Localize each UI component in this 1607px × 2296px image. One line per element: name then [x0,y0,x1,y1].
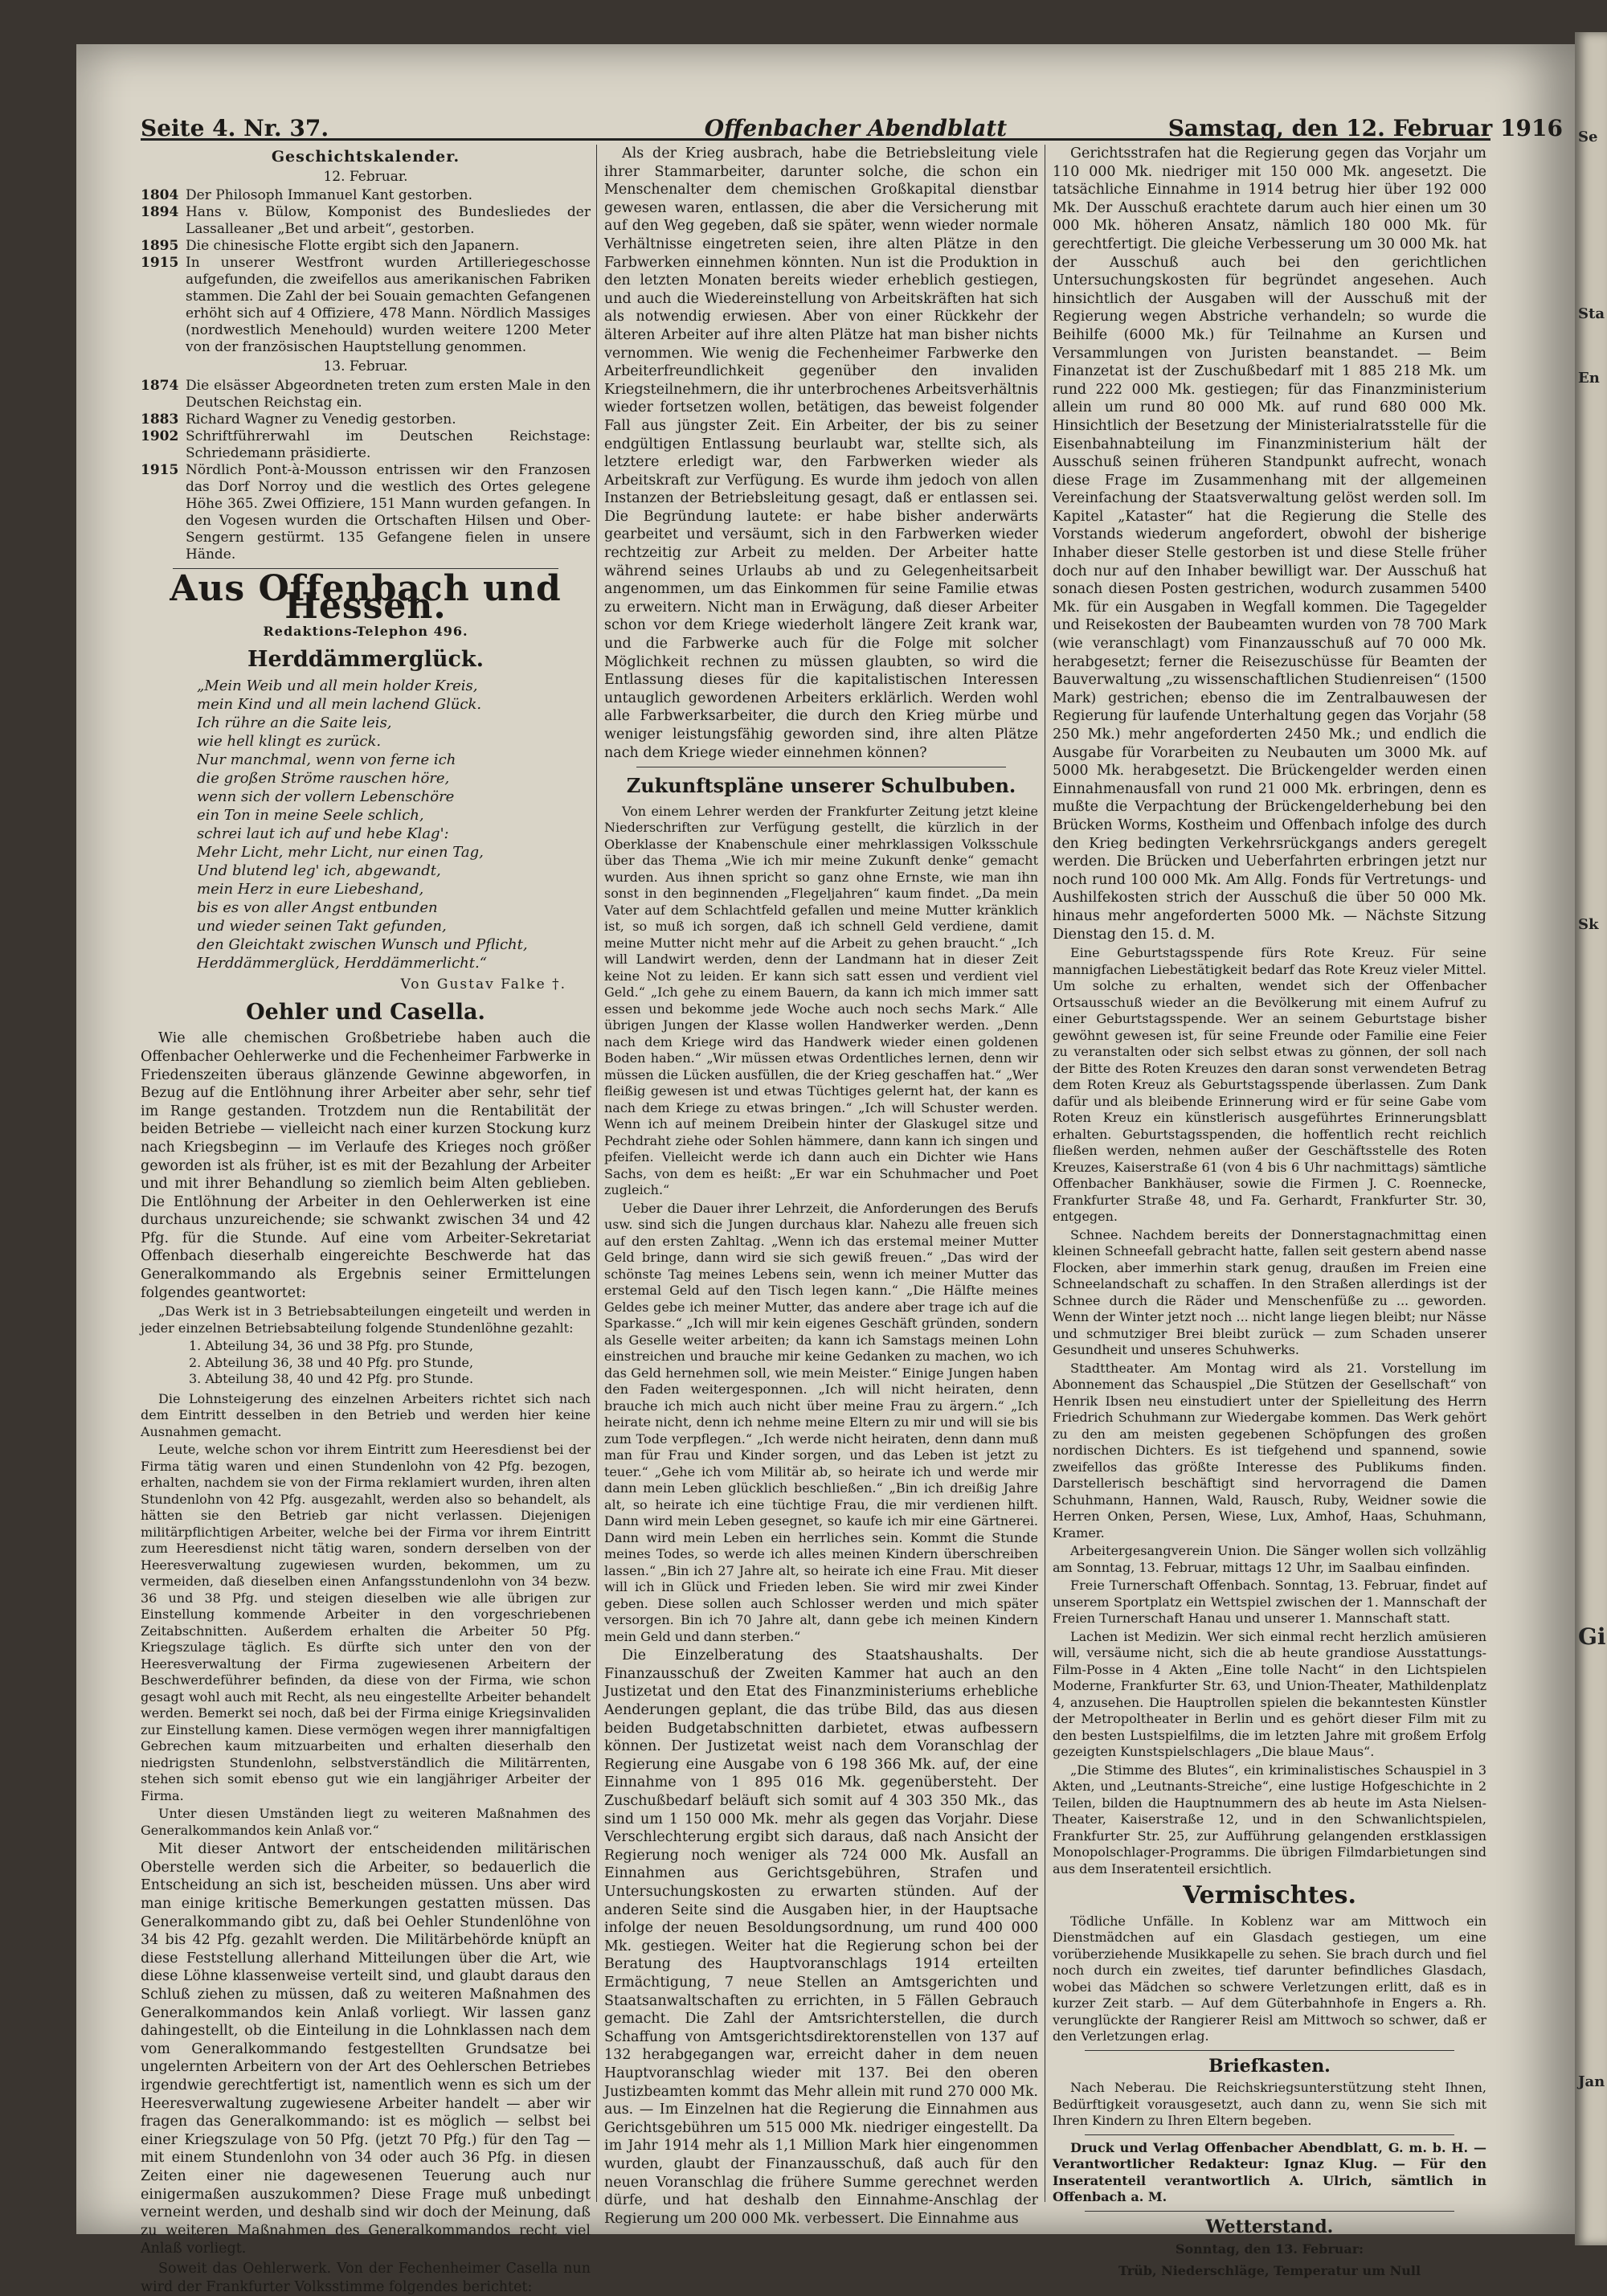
article-paragraph: Ueber die Dauer ihrer Lehrzeit, die Anforderungen des Berufs usw. sind sich die Jungen durchaus klar. Nahezu alle freuen sich auf den ersten Zahltag. „Wenn ich das erstemal meiner Mutter Geld bringe, dann wird sie sich gewiß freuen.“ „Das wird der schönste Tag meines Lebens sein, wenn ich meiner Mutter das erstemal Geld auf den Tisch legen kann.“ „Die Hälfte meines Geldes gebe ich meiner Mutter, das andere aber trage ich auf die Sparkasse.“ „Ich will mir kein eigenes Geschäft gründen, sondern als Geselle weiter arbeiten; da kann ich Samstags meinen Lohn einstreichen und brauche mir keine Gedanken zu machen, wo ich das Geld hernehmen soll, wie mein Meister.“ Einige Jungen haben den Faden weitergesponnen. „Ich will nicht heiraten, denn brauche ich mich auch nicht über meine Frau zu ärgern.“ „Ich heirate nicht, denn ich nehme meine Eltern zu mir und will sie bis zum Tode verpflegen.“ „Ich werde nicht heiraten, denn dann muß man für Frau und Kinder sorgen, und das Leben ist jetzt zu teuer.“ „Gehe ich vom Militär ab, so heirate ich und werde mir dann mein Leben glücklich beschließen.“ „Bin ich dreißig Jahre alt, so heirate ich eine tüchtige Frau, die mir verdienen hilft. Dann wird mein Leben gesegnet, so kaufe ich mir eine Gärtnerei. Dann wird mein Leben ein herrliches sein. Kommt die Stunde meines Todes, so werde ich alles meinen Kindern überschreiben lassen.“ „Bin ich 27 Jahre alt, so heirate ich eine Frau. Mit dieser will ich in Glück und Frieden leben. Sie wird mir zwei Kinder geben. Diese sollen auch Schlosser werden und mich später versorgen. Bin ich 70 Jahre alt, dann gebe ich meinen Kindern mein Geld und dann sterben.“ [604,1200,1038,1644]
newspaper-name: Offenbacher Abendblatt [704,115,1008,141]
poem-line: wenn sich der vollern Lebenschöre [197,788,455,806]
article-paragraph: Von einem Lehrer werden der Frankfurter Zeitung jetzt kleine Niederschriften zur Verfügung gestellt, die kürzlich in der Oberklasse der Knabenschule einer mehrklassigen Volksschule über das Thema „Wie ich mir meine Zukunft denke“ gemacht wurden. Aus ihnen spricht so ganz ohne Ernste, wie man ihn sonst in den beginnenden „Flegeljahren“ kaum findet. „Da mein Vater auf dem Schlachtfeld gefallen und meine Mutter kränklich ist, so muß ich sorgen, daß ich schnell Geld verdiene, damit meine Mutter nicht mehr auf die Arbeit zu gehen braucht.“ „Ich will Landwirt werden, denn der Landmann hat in dieser Zeit keine Not zu leiden. Er kann sich satt essen und verdient viel Geld.“ „Ich gehe zu einem Bauern, da kann ich mich immer satt essen und bekomme jede Woche auch noch sechs Mark.“ Alle übrigen Jungen der Klasse wollen Handwerker werden. „Denn nach dem Kriege wird das Handwerk wieder einen goldenen Boden haben.“ „Wir müssen etwas Ordentliches lernen, denn wir müssen die Lücken ausfüllen, die der Krieg geschaffen hat.“ „Wer fleißig gewesen ist und etwas Tüchtiges gelernt hat, der kann es nach dem Kriege zu etwas bringen.“ „Ich will Schuster werden. Wenn ich auf meinem Dreibein hinter der Glaskugel sitze und Pechdraht ziehe oder Sohlen hämmere, dann kann ich singen und pfeifen. Vielleicht werde ich dann auch ein Dichter wie Hans Sachs, von dem es heißt: „Er war ein Schuhmacher und Poet zugleich.“ [604,803,1038,1198]
edge-text: Sk [1578,916,1599,933]
section-title-vermischtes: Vermischtes. [1183,1881,1356,1910]
article-paragraph: Die Lohnsteigerung des einzelnen Arbeiters richtet sich nach dem Eintritt desselben in den Betrieb und werden hier keine Ausnahmen gemacht. [141,1390,591,1439]
kalender-entry: 1804 Der Philosoph Immanuel Kant gestorben. [141,187,472,204]
poem-line: die großen Ströme rauschen höre, [197,770,450,788]
column-3 [1053,145,1486,2278]
poem-line: Und blutend leg' ich, abgewandt, [197,862,441,880]
kalender-entry: 1874 Die elsässer Abgeordneten treten zum ersten Male in den Deutschen Reichstag ein. [141,377,591,411]
article-paragraph: Gerichtsstrafen hat die Regierung gegen das Vorjahr um 110 000 Mk. niedriger mit 150 000 Mk. angesetzt. Die tatsächliche Einnahme in 1914 betrug hier über 192 000 Mk. Der Ausschuß erachtete darum auch hier einen um 30 000 Mk. höheren Ansatz, nämlich 180 000 Mk. für gerechtfertigt. Die gleiche Verbesserung um 30 000 Mk. hat der Ausschuß auch bei den gerichtlichen Untersuchungskosten für begründet angesehen. Auch hinsichtlich der Ausgaben will der Ausschuß mit der Regierung wegen Abstriche verhandeln; so wurde die Beihilfe (6000 Mk.) für Teilnahme an Kursen und Versammlungen von Juristen beanstandet. — Beim Finanzetat ist der Zuschußbedarf mit 1 885 218 Mk. um rund 222 000 Mk. gestiegen; für das Finanzministerium allein um rund 80 000 Mk. auf rund 680 000 Mk. Hinsichtlich der Besetzung der Ministerialratsstelle für die Eisenbahnabteilung im Finanzministerium hält der Ausschuß seinen früheren Standpunkt aufrecht, wonach diese Frage im Zusammenhang mit der allgemeinen Vereinfachung der Staatsverwaltung gelöst werden soll. Im Kapitel „Kataster“ hat die Regierung die Stelle des Vorstands wiederum angefordert, obwohl der bisherige Inhaber dieser Stelle gestorben ist und diese Stelle früher doch nur auf den Inhaber bewilligt war. Der Ausschuß hat sonach diesen Posten gestrichen, wodurch zusammen 5400 Mk. für ein Ausgaben in Wegfall kommen. Die Tagegelder und Reisekosten der Baubeamten wurden von 78 700 Mark (wie veranschlagt) vom Finanzausschuß auf 70 000 Mk. herabgesetzt; ferner die Reisezuschüsse für Beamten der Bauverwaltung „zu wissenschaftlichen Studienreisen“ (1500 Mark) gestrichen; ebenso die im Zentralbauwesen der Regierung für laufende Unterhaltung gegen das Vorjahr (58 250 Mk.) mehr angeforderten 2450 Mk.; und endlich die Ausgabe für Vorarbeiten zu Neubauten um 3000 Mk. auf 5000 Mk. herabgesetzt. Die Brückengelder werden einen Einnahmenausfall von rund 21 000 Mk. erbringen, denn es mußte die Verpachtung der Brückengelderhebung bei den Brücken Worms, Kostheim und Offenbach infolge des durch den Krieg bedingten Verkehrsrückgangs anders geregelt werden. Die Brücken und Ueberfahrten erbringen jetzt nur noch rund 100 000 Mk. Am Allg. Fonds für Vertretungs- und Aushilfekosten strich der Ausschuß die über 50 000 Mk. hinaus mehr angeforderten 5000 Mk. — Nächste Sitzung Dienstag den 15. d. M. [1053,145,1486,943]
wage-list [141,1338,591,1388]
poem-line: schrei laut ich auf und hebe Klag': [197,825,449,843]
page-number: Seite 4. Nr. 37. [141,115,329,141]
divider [1085,2211,1454,2212]
poem [141,677,591,972]
header-rule [141,138,1490,141]
list-item: 2. Abteilung 36, 38 und 40 Pfg. pro Stunde, [189,1354,474,1370]
poem-line: mein Kind und all mein lachend Glück. [197,696,482,714]
article-paragraph: Tödliche Unfälle. In Koblenz war am Mittwoch ein Dienstmädchen auf ein Glasdach gestiegen, um eine vorüberziehende Musikkapelle zu sehen. Sie brach durch und fiel noch durch ein zweites, tief darunter befindliches Glasdach, wobei das Mädchen so schwere Verletzungen erlitt, daß es in kurzer Zeit starb. — Auf dem Güterbahnhofe in Engers a. Rh. verunglückte der Rangierer Reisl am Mittwoch so schwer, daß er den Verletzungen erlag. [1053,1913,1486,2044]
wetter-date: Sonntag, den 13. Februar: [1175,2241,1364,2257]
divider [1085,2050,1454,2051]
section-title: Aus Offenbach und Hessen. [170,567,562,628]
poem-line: mein Herz in eure Liebeshand, [197,881,424,898]
list-item: 3. Abteilung 38, 40 und 42 Pfg. pro Stunde. [189,1371,474,1387]
article-paragraph: Eine Geburtstagsspende fürs Rote Kreuz. Für seine mannigfachen Liebestätigkeit bedarf das Rote Kreuz vieler Mittel. Um solche zu erhalten, wendet sich der Offenbacher Ortsausschuß wieder an die Bevölkerung mit einem Aufruf zu einer Geburtstagsspende. Wer an seinem Geburtstage bisher gewöhnt gewesen ist, für seine Freunde oder Familie eine Feier zu veranstalten oder sich selbst etwas zu gönnen, der soll nach der Bitte des Roten Kreuzes den daran sonst verwendeten Betrag dem Roten Kreuz als Geburtstagsspende überlassen. Zum Dank dafür und als bleibende Erinnerung wird er für seine Gabe vom Roten Kreuz ein künstlerisch ausgeführtes Erinnerungsblatt erhalten. Geburtstagsspenden, die hoffentlich recht reichlich fließen werden, nehmen außer der Geschäftsstelle des Roten Kreuzes, Kaiserstraße 61 (von 4 bis 6 Uhr nachmittags) sämtliche Offenbacher Bankhäuser, sowie die Firmen J. C. Roennecke, Frankfurter Straße 48, und Fa. Gerhardt, Frankfurter Str. 30, entgegen. [1053,945,1486,1225]
poem-line: Ich rühre an die Saite leis, [197,714,392,732]
article-paragraph: Schnee. Nachdem bereits der Donnerstagnachmittag einen kleinen Schneefall gebracht hatte, fallen seit gestern abend nasse Flocken, aber immerhin stark genug, draußen im Freien eine Schneelandschaft zu schaffen. In den Straßen allerdings ist der Schnee durch die Räder und Menschenfüße zu ... geworden. Wenn der Winter jetzt noch ... nicht lange liegen bleibt; nur Nässe und schmutziger Brei bleibt zurück — zum Schaden unserer Gesundheit und unseres Schuhwerks. [1053,1226,1486,1358]
article-paragraph: Wie alle chemischen Großbetriebe haben auch die Offenbacher Oehlerwerke und die Fechenheimer Farbwerke in Friedenszeiten überaus glänzende Gewinne abgeworfen, in Bezug auf die Entlöhnung ihrer Arbeiter aber sehr, sehr tief im Range gestanden. Trotzdem nun die Rentabilität der beiden Betriebe — vielleicht nach einer kurzen Stockung kurz nach Kriegsbeginn — im Verlaufe des Krieges noch größer geworden ist als früher, ist es mit der Bezahlung der Arbeiter und mit ihrer Behandlung so ziemlich beim Alten geblieben. Die Entlöhnung der Arbeiter in den Oehlerwerken ist eine durchaus unzureichende; sie schwankt zwischen 34 und 42 Pfg. für die Stunde. Auf eine vom Arbeiter-Sekretariat Offenbach dieserhalb eingereichte Beschwerde hat das Generalkommando als Ergebnis seiner Ermittelungen folgendes geantwortet: [141,1030,591,1301]
divider [1085,2134,1454,2135]
kalender-entries-1 [141,187,591,356]
section-title-wetter: Wetterstand. [1205,2216,1334,2237]
kalender-entry: 1894 Hans v. Bülow, Komponist des Bundesliedes der Lassalleaner „Bet und arbeit“, gestorben. [141,204,591,238]
edge-text: En [1578,370,1600,387]
article-paragraph: Unter diesen Umständen liegt zu weiteren Maßnahmen des Generalkommandos kein Anlaß vor.“ [141,1806,591,1838]
poem-author: Von Gustav Falke †. [400,976,566,993]
wetter-forecast: Trüb, Niederschläge, Temperatur um Null [1118,2263,1421,2278]
edge-text: Sta [1578,305,1605,322]
article-paragraph: Arbeitergesangverein Union. Die Sänger wollen sich vollzählig am Sonntag, 13. Februar, mittags 12 Uhr, im Saalbau einfinden. [1053,1543,1486,1575]
poem-line: Nur manchmal, wenn von ferne ich [197,751,456,769]
poem-line: Mehr Licht, mehr Licht, nur einen Tag, [197,844,484,862]
poem-line: Herddämmerglück, Herddämmerlicht.“ [197,955,487,972]
poem-line: „Mein Weib und all mein holder Kreis, [197,677,478,695]
edge-text: Jan [1578,2073,1605,2090]
poem-line: ein Ton in meine Seele schlich, [197,807,424,825]
kalender-entry: 1883 Richard Wagner zu Venedig gestorben. [141,411,456,428]
article-paragraph: Mit dieser Antwort der entscheidenden militärischen Oberstelle werden sich die Arbeiter, so bedauerlich die Entscheidung an sich ist, bescheiden müssen. Uns aber wird man einige kritische Bemerkungen gestatten müssen. Das Generalkommando gibt zu, daß bei Oehler Stundenlöhne von 34 bis 42 Pfg. gezahlt werden. Die Militärbehörde knüpft an diese Feststellung allerhand Mitteilungen über die Art, wie diese Löhne klassenweise verteilt sind, und glaubt daraus den Schluß ziehen zu müssen, daß zu weiteren Maßnahmen des Generalkommandos kein Anlaß vorliegt. Wir lassen ganz dahingestellt, ob die Einteilung in die Lohnklassen nach dem vom Generalkommando festgestellten Grundsatze bei ungelernten Arbeitern von der Art des Oehlerschen Betriebes irgendwie gerechtfertigt ist, namentlich wenn es sich um der Heeresverwaltung zugewiesene Arbeiter handelt — aber wir fragen das Generalkommando: ist es möglich — selbst bei einer Kriegszulage von 50 Pfg. (jetzt 70 Pfg.) für den Tag — mit einem Stundenlohn von 34 oder auch 36 Pfg. in diesen Zeiten einer nie dagewesenen Teuerung auch nur einigermaßen auszukommen? Diese Frage muß unbedingt verneint werden, und deshalb sind wir doch der Meinung, daß zu weiteren Maßnahmen des Generalkommandos recht viel Anlaß vorliegt. [141,1841,591,2257]
article-paragraph: Nach Neberau. Die Reichskriegsunterstützung steht Ihnen, Bedürftigkeit vorausgesetzt, auch dann zu, wenn Sie sich mit Ihren Kindern zu Ihren Eltern begeben. [1053,2080,1486,2129]
impressum: Druck und Verlag Offenbacher Abendblatt, G. m. b. H. — Verantwortlicher Redakteur: Ignaz Klug. — Für den Inseratenteil verantwortlich A. Ulrich, sämtlich in Offenbach a. M. [1053,2139,1486,2205]
article-paragraph: Soweit das Oehlerwerk. Von der Fechenheimer Casella nun wird der Frankfurter Volksstimme folgendes berichtet: [141,2260,591,2295]
poem-title: Herddämmerglück. [247,646,485,672]
poem-line: wie hell klingt es zurück. [197,733,382,751]
column-1 [141,145,591,2295]
redaktions-telephon: Redaktions-Telephon 496. [263,623,468,639]
poem-line: bis es von aller Angst entbunden [197,899,438,917]
poem-line: den Gleichtakt zwischen Wunsch und Pflicht, [197,936,528,954]
column-2 [604,145,1038,2227]
article-paragraph: Freie Turnerschaft Offenbach. Sonntag, 13. Februar, findet auf unserem Sportplatz ein Wettspiel zwischen der 1. Mannschaft der Freien Turnerschaft Hanau und unserer 1. Mannschaft statt. [1053,1578,1486,1627]
article-paragraph: Als der Krieg ausbrach, habe die Betriebsleitung viele ihrer Stammarbeiter, darunter solche, die schon ein Menschenalter dem chemischen Großkapital dienstbar gewesen waren, entlassen, die aber die Versicherung mit auf den Weg gegeben, daß sie später, wenn wieder normale Verhältnisse eingetreten seien, ihre alten Plätze in den Farbwerken einnehmen könnten. Nun ist die Produktion in den letzten Monaten bereits wieder erheblich gestiegen, und auch die Wiedereinstellung von Arbeitskräften hat sich als notwendig erwiesen. Aber von einer Rückkehr der älteren Arbeiter auf ihre alten Plätze hat man bisher nichts vernommen. Wie wenig die Fechenheimer Farbwerke den Arbeiterfreundlichkeit gegenüber den invaliden Kriegsteilnehmern, die ihr unterbrochenes Arbeitsverhältnis wieder fortsetzen wollen, betätigen, das beweist folgender Fall aus jüngster Zeit. Ein Arbeiter, der bis zu seiner endgültigen Entlassung beurlaubt war, stellte sich, als letztere erledigt war, den Farbwerken wieder als Arbeitskraft zur Verfügung. Es wurde ihm jedoch von allen Instanzen der Betriebsleitung gesagt, daß er entlassen sei. Die Begründung lautete: er habe bisher anderwärts gearbeitet und versäumt, sich in den Farbwerken wieder rechtzeitig zur Arbeit zu melden. Der Arbeiter hatte während seines Urlaubs ab und zu Gelegenheitsarbeit angenommen, um das Einkommen für seine Familie etwas zu erweitern. Nicht man in Erwägung, daß dieser Arbeiter schon vor dem Kriege wiederholt längere Zeit krank war, und die Farbwerke auch für die Folge mit solcher Möglichkeit rechnen zu müssen glaubten, so wird die Entlassung dieses für die kapitalistischen Interessen untauglich gewordenen Arbeiters erklärlich. Werden wohl alle Farbwerksarbeiter, die durch den Krieg mürbe und weniger leistungsfähig geworden sind, ihre alten Plätze nach dem Kriege wieder einnehmen können? [604,145,1038,761]
kalender-entry: 1915 Nördlich Pont-à-Mousson entrissen wir den Franzosen das Dorf Norroy und die westlich des Ortes gelegene Höhe 365. Zwei Offiziere, 151 Mann wurden gefangen. In den Vogesen wurden die Ortschaften Hilsen und Ober-Sengern gestürmt. 135 Gefangene fielen in unsere Hände. [141,461,591,563]
kalender-entry: 1915 In unserer Westfront wurden Artilleriegeschosse aufgefunden, die zweifellos aus amerikanischen Fabriken stammen. Die Zahl der bei Souain gemachten Gefangenen erhöht sich auf 4 Offiziere, 478 Mann. Nördlich Massiges (nordwestlich Menehould) wurden weitere 1200 Meter von der französischen Hauptstellung genommen. [141,255,591,356]
poem-line: und wieder seinen Takt gefunden, [197,918,447,935]
article-title-zukunft: Zukunftspläne unserer Schulbuben. [626,774,1016,798]
issue-date: Samstag, den 12. Februar 1916 [1167,115,1563,141]
article-paragraph: „Das Werk ist in 3 Betriebsabteilungen eingeteilt und werden in jeder einzelnen Betriebsabteilung folgende Stundenlöhne gezahlt: [141,1304,591,1336]
adjacent-page-edge [1575,32,1607,2245]
kalender-date-2: 13. Februar. [323,358,408,375]
kalender-entry: 1902 Schriftführerwahl im Deutschen Reichstage: Schriedemann präsidierte. [141,428,591,461]
edge-text: Gi [1578,1623,1606,1650]
article-paragraph: Die Einzelberatung des Staatshaushalts. Der Finanzausschuß der Zweiten Kammer hat auch an den Justizetat und den Etat des Finanzministeriums erhebliche Aenderungen geplant, die das trübe Bild, das aus diesen beiden Budgetabschnitten darbietet, etwas aufbessern können. Der Justizetat weist nach dem Voranschlag der Regierung eine Ausgabe von 6 198 366 Mk. auf, der eine Einnahme von 1 895 016 Mk. gegenübersteht. Der Zuschußbedarf beläuft sich somit auf 4 303 350 Mk., das sind um 1 150 000 Mk. mehr als gegen das Vorjahr. Diese Verschlechterung ergibt sich daraus, daß nach Ansicht der Regierung noch weniger als 724 000 Mk. Ausfall an Einnahmen aus Gerichtsgebühren, Strafen und Untersuchungskosten zu erwarten stünden. Auf der anderen Seite sind die Ausgaben hier, in der Hauptsache infolge der neuen Besoldungsordnung, um rund 400 000 Mk. gestiegen. Weiter hat die Regierung schon bei der Beratung des Hauptvoranschlags 1914 erteilten Ermächtigung, 7 neue Stellen an Amtsgerichten und Staatsanwaltschaften zu errichten, in 5 Fällen Gebrauch gemacht. Die Zahl der Amtsrichterstellen, die durch Schaffung von Amtsgerichtsdirektorenstellen von 137 auf 132 herabgegangen war, erreicht daher in dem neuen Hauptvoranschlag wieder mit 137. Bei den oberen Justizbeamten kommt das Mehr allein mit rund 270 000 Mk. aus. — Im Einzelnen hat die Regierung die Einnahmen aus Gerichtsgebühren um 515 000 Mk. niedriger eingestellt. Da im Jahr 1914 mehr als 1,1 Million Mark hier eingenommen wurden, glaubt der Finanzausschuß, daß auch für den neuen Voranschlag die frühere Summe gerechnet werden dürfe, und hat deshalb den Einnahme-Anschlag der Regierung um 200 000 Mk. verbessert. Die Einnahme aus [604,1647,1038,2227]
article-title-oehler: Oehler und Casella. [246,999,485,1025]
section-title-briefkasten: Briefkasten. [1208,2055,1331,2077]
edge-text: Se [1578,129,1598,145]
kalender-date-1: 12. Februar. [323,168,408,185]
kalender-entry: 1895 Die chinesische Flotte ergibt sich den Japanern. [141,238,520,255]
article-paragraph: Lachen ist Medizin. Wer sich einmal recht herzlich amüsieren will, versäume nicht, sich die ab heute grandiose Ausstattungs-Film-Posse in 4 Akten „Eine tolle Nacht“ in den Lichtspielen Moderne, Frankfurter Str. 63, und Union-Theater, Mathildenplatz 4, anzusehen. Die Hauptrollen spielen die bekanntesten Künstler der Metropoltheater in Berlin und es gehört dieser Film mit zu den besten Lustspielfilms, die im letzten Jahre mit großem Erfolg gezeigten Kunstspielschlagers „Die blaue Maus“. [1053,1628,1486,1760]
article-paragraph: Stadttheater. Am Montag wird als 21. Vorstellung im Abonnement das Schauspiel „Die Stützen der Gesellschaft“ von Henrik Ibsen neu einstudiert unter der Spielleitung des Herrn Friedrich Schuhmann zur Wiedergabe kommen. Das Werk gehört zu den am meisten gegebenen Schöpfungen des großen nordischen Dichters. Es ist tiefgehend und spannend, sowie zweifellos das größte Interesse des Publikums finden. Darstellerisch beschäftigt sind hervorragend die Damen Schuhmann, Hannen, Wald, Rausch, Ruby, Weidner sowie die Herren Onken, Persen, Wiese, Lux, Amhof, Haas, Schuhmann, Kramer. [1053,1360,1486,1541]
kalender-title: Geschichtskalender. [271,148,460,166]
kalender-entries-2 [141,378,591,563]
column-rule [596,145,597,2202]
page-header [141,108,1563,149]
list-item: 1. Abteilung 34, 36 und 38 Pfg. pro Stunde, [189,1338,474,1354]
article-paragraph: „Die Stimme des Blutes“, ein kriminalistisches Schauspiel in 3 Akten, und „Leutnants-Streiche“, eine lustige Hofgeschichte in 2 Teilen, bilden die Hauptnummern des ab heute im Asta Nielsen-Theater, Kaiserstraße 12, und in den Schwanlichtspielen, Frankfurter Str. 25, zur Aufführung gelangenden erstklassigen Monopolschlager-Programms. Die übrigen Filmdarbietungen sind aus dem Inseratenteil ersichtlich. [1053,1762,1486,1876]
article-paragraph: Leute, welche schon vor ihrem Eintritt zum Heeresdienst bei der Firma tätig waren und einen Stundenlohn von 42 Pfg. bezogen, erhalten, nachdem sie von der Firma reklamiert wurden, ihren alten Stundenlohn von 42 Pfg. ausgezahlt, werden also so behandelt, als hätten sie den Betrieb gar nicht verlassen. Diejenigen militärpflichtigen Arbeiter, welche bei der Firma vor ihrem Eintritt zum Heeresdienst nicht tätig waren, sondern derselben von der Heeresverwaltung zugewiesen wurden, bekommen, um zu vermeiden, daß dieselben einen Anfangsstundenlohn von 34 bezw. 36 und 38 Pfg. und steigen dieselben wie alle übrigen zur Einstellung kommende Arbeiter in den vorgeschriebenen Zeitabschnitten. Außerdem erhalten die Arbeiter 50 Pfg. Kriegszulage täglich. Es dürfte sich unter den von der Heeresverwaltung der Firma zugewiesenen Arbeitern der Beschwerdeführer befinden, da diese von der Firma, wie schon gesagt wohl auch mit Recht, als neu eingestellte Arbeiter behandelt werden. Bemerkt sei noch, daß bei der Firma einige Kriegsinvaliden zur Einstellung kamen. Diese vermögen wegen ihrer mannigfaltigen Gebrechen kaum mitzuarbeiten und erhalten dieserhalb den niedrigsten Stundenlohn, selbstverständlich die Militärrenten, stehen sich somit ebenso gut wie ein langjähriger Arbeiter der Firma. [141,1442,591,1803]
